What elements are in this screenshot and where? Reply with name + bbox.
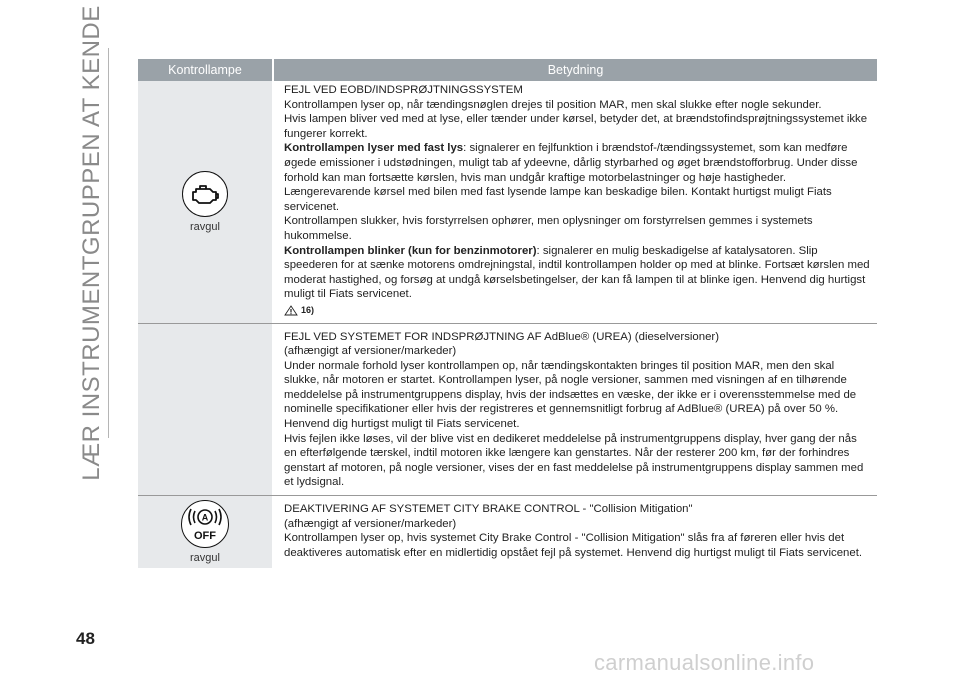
bold-term: Kontrollampen lyser med fast lys <box>284 142 464 155</box>
meaning-cell <box>272 324 877 496</box>
engine-check-icon <box>182 171 228 217</box>
chapter-title-text: LÆR INSTRUMENTGRUPPEN AT KENDE <box>78 5 105 481</box>
svg-text:A: A <box>201 512 209 523</box>
chapter-title-vertical <box>78 5 105 481</box>
paragraph: Kontrollampen lyser op, når tændingsnøglen drejes til position MAR, men skal slukke efter nogle sekunder. <box>284 98 822 111</box>
paragraph-text: : signalerer en fejlfunktion i brændstof-/tændingssystemet, som kan medføre øgede emissioner i udstødningen, muligt tab af ydeevne, dårlig styrbarhed og øget brændstofforbrug. Under disse forhold kan man fortsætte kørslen, hvis man undgår kraftige motorbelastninger og høje hastigheder. Længerevarende kørsel med bilen med fast lysende lampe kan beskadige bilen. Kontakt hurtigst muligt Fiats servicenet. <box>284 142 858 213</box>
paragraph: Under normale forhold lyser kontrollampen op, når tændingskontakten bringes til position MAR, men den skal slukke, når motoren er startet. Kontrollampen lyser, på nogle versioner, sammen med visningen af en tilhørende meddelelse på instrumentgruppens display, hvis der indsættes en væske, der ikke er i overensstemmelse med de nominelle specifikationer eller hvis der registreres et gennemsnitligt forbrug af AdBlue® (UREA) på over 50 %. Henvend dig hurtigst muligt til Fiats servicenet. <box>284 359 857 431</box>
header-meaning: Betydning <box>272 59 877 81</box>
lamp-cell <box>138 496 272 568</box>
lamp-color-label: ravgul <box>190 220 220 233</box>
table-header <box>138 59 877 81</box>
page-number: 48 <box>76 629 95 648</box>
note-reference <box>284 303 871 318</box>
city-brake-off-icon <box>181 500 229 548</box>
paragraph <box>284 141 871 214</box>
lamp-color-label: ravgul <box>190 552 220 565</box>
warning-note-icon <box>284 305 298 316</box>
paragraph: Kontrollampen slukker, hvis forstyrrelsen ophører, men oplysninger om forstyrrelsen gemmes i systemets hukommelse. <box>284 215 813 242</box>
lamp-cell-empty <box>138 324 272 496</box>
meaning-cell <box>272 81 877 323</box>
paragraph: Hvis lampen bliver ved med at lyse, eller tænder under kørsel, betyder det, at brændstofindsprøjtningssystemet ikke fungerer korrekt. <box>284 113 868 140</box>
note-number: 16) <box>301 304 315 315</box>
table-row <box>138 496 877 568</box>
bold-term: Kontrollampen blinker (kun for benzinmotorer) <box>284 244 537 257</box>
meaning-cell <box>272 496 877 568</box>
paragraph-text: : signalerer en mulig beskadigelse af katalysatoren. Slip speederen for at sænke motorens omdrejningstal, indtil kontrollampen holder op med at blinke. Fortsæt kørslen med moderat hastighed, og forsøg at undgå kørselsbetingelser, der kan få lampen til at blinke igen. Henvend dig hurtigst muligt til Fiats servicenet. <box>284 244 870 301</box>
paragraph: (afhængigt af versioner/markeder) <box>284 345 457 358</box>
row-title: DEAKTIVERING AF SYSTEMET CITY BRAKE CONTROL - "Collision Mitigation" <box>284 503 693 516</box>
paragraph: Hvis fejlen ikke løses, vil der blive vist en dedikeret meddelelse på instrumentgruppens display, hver gang der nås en efterfølgende tærskel, indtil motoren ikke længere kan genstartes. Når der resterer 200 km, før der forhindres genstart af motoren, på nogle versioner, vises der en fast meddelelse på instrumentgruppens display sammen med et lydsignal. <box>284 432 864 489</box>
lamp-cell <box>138 81 272 323</box>
paragraph: Kontrollampen lyser op, hvis systemet City Brake Control - "Collision Mitigation" slås fra af føreren eller hvis det deaktiveres automatisk efter en midlertidig opstået fejl på systemet. Henvend dig hurtigst muligt til Fiats servicenet. <box>284 532 863 559</box>
row-title: FEJL VED EOBD/INDSPRØJTNINGSSYSTEM <box>284 84 523 96</box>
table-row <box>138 324 877 497</box>
watermark: carmanualsonline.info <box>594 650 815 675</box>
row-title: FEJL VED SYSTEMET FOR INDSPRØJTNING AF AdBlue® (UREA) (dieselversioner) <box>284 330 720 343</box>
paragraph <box>284 244 871 302</box>
table-row <box>138 81 877 324</box>
paragraph: (afhængigt af versioner/markeder) <box>284 517 457 530</box>
chapter-divider <box>108 48 109 438</box>
warning-lamp-table <box>138 59 877 568</box>
off-text: OFF <box>194 530 216 543</box>
header-lamp: Kontrollampe <box>168 63 242 77</box>
